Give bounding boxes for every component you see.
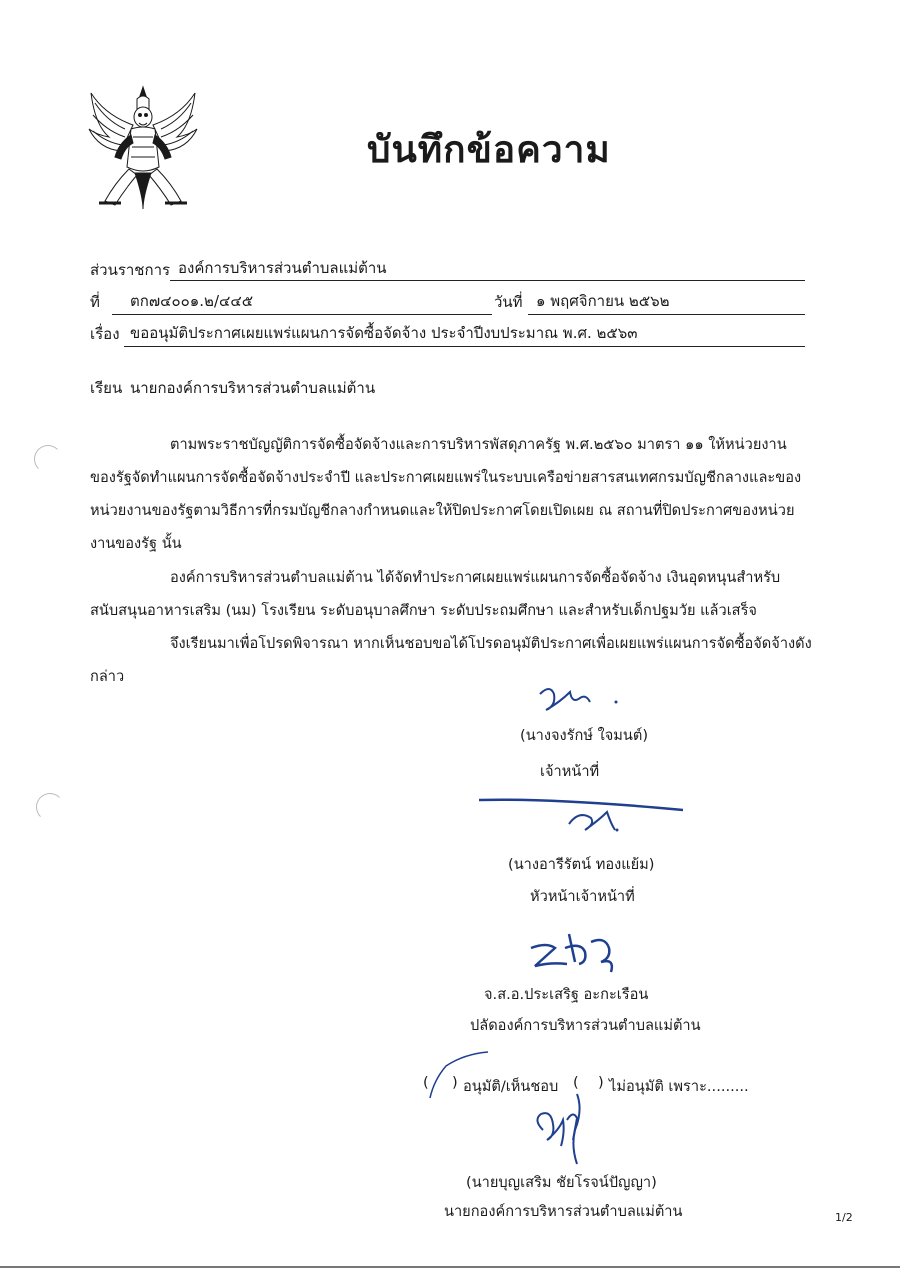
subject-value: ขออนุมัติประกาศเผยแพร่แผนการจัดซื้อจัดจ้าง ประจำปีงบประมาณ พ.ศ. ๒๕๖๓ (130, 324, 638, 342)
signatory-3-name: จ.ส.อ.ประเสริฐ อะกะเรือน (484, 986, 649, 1003)
body-line: กล่าว (90, 668, 125, 685)
signatory-4-position: นายกองค์การบริหารส่วนตำบลแม่ต้าน (444, 1203, 683, 1220)
signatory-2-name: (นางอารีรัตน์ ทองแย้ม) (508, 856, 655, 873)
number-underline (112, 314, 492, 315)
signature-4-icon (525, 1090, 595, 1170)
signature-2-icon (475, 790, 690, 840)
agency-label: ส่วนราชการ (90, 261, 171, 279)
reject-open-paren: ( (573, 1074, 579, 1091)
date-label: วันที่ (494, 293, 523, 311)
subject-underline (124, 346, 805, 347)
approve-open-paren: ( (423, 1074, 429, 1091)
signatory-2-position: หัวหน้าเจ้าหน้าที่ (530, 888, 635, 905)
to-value: นายกองค์การบริหารส่วนตำบลแม่ต้าน (130, 379, 376, 397)
body-paragraph-2 (90, 561, 810, 627)
hole-punch-mark (36, 793, 64, 821)
body-line: จึงเรียนมาเพื่อโปรดพิจารณา หากเห็นชอบขอได้โปรดอนุมัติประกาศเพื่อเผยแพร่แผนการจัดซื้อจัดจ้างดัง (170, 635, 812, 652)
number-label: ที่ (90, 293, 100, 311)
body-paragraph-3 (90, 627, 810, 693)
signatory-4-name: (นายบุญเสริม ชัยโรจน์ปัญญา) (466, 1174, 657, 1191)
signature-3-icon (525, 928, 625, 976)
body-line: สนับสนุนอาหารเสริม (นม) โรงเรียน ระดับอนุบาลศึกษา ระดับประถมศึกษา และสำหรับเด็กปฐมวัย แล้วเสร็จ (90, 602, 757, 619)
subject-label: เรื่อง (90, 325, 120, 343)
body-line: หน่วยงานของรัฐตามวิธีการที่กรมบัญชีกลางกำหนดและให้ปิดประกาศโดยเปิดเผย ณ สถานที่ปิดประกาศของหน่วย (90, 502, 795, 519)
garuda-emblem-icon (85, 85, 201, 211)
body-line: องค์การบริหารส่วนตำบลแม่ต้าน ได้จัดทำประกาศเผยแพร่แผนการจัดซื้อจัดจ้าง เงินอุดหนุนสำหรับ (170, 569, 781, 586)
body-line: ของรัฐจัดทำแผนการจัดซื้อจัดจ้างประจำปี และประกาศเผยแพร่ในระบบเครือข่ายสารสนเทศกรมบัญชีกลางและของ (90, 469, 802, 486)
to-label: เรียน (90, 379, 123, 397)
signatory-1-position: เจ้าหน้าที่ (540, 763, 600, 780)
signatory-3-position: ปลัดองค์การบริหารส่วนตำบลแม่ต้าน (470, 1017, 701, 1034)
hole-punch-mark (34, 445, 62, 473)
date-value: ๑ พฤศจิกายน ๒๕๖๒ (536, 292, 670, 310)
body-line: ตามพระราชบัญญัติการจัดซื้อจัดจ้างและการบริหารพัสดุภาครัฐ พ.ศ.๒๕๖๐ มาตรา ๑๑ ให้หน่วยงาน (170, 436, 787, 453)
signature-1-icon (530, 680, 630, 720)
approve-close-paren: ) (452, 1074, 458, 1091)
approve-option: อนุมัติ/เห็นชอบ (463, 1078, 559, 1095)
agency-underline (170, 280, 805, 281)
signatory-1-name: (นางจงรักษ์ ใจมนต์) (520, 727, 649, 744)
agency-value: องค์การบริหารส่วนตำบลแม่ต้าน (178, 259, 387, 277)
page-bottom-edge (0, 1266, 900, 1268)
reject-option: ไม่อนุมัติ เพราะ......... (609, 1078, 749, 1095)
body-line: งานของรัฐ นั้น (90, 535, 182, 552)
body-paragraph-1 (90, 428, 810, 560)
date-underline (528, 314, 805, 315)
reject-close-paren: ) (598, 1074, 604, 1091)
number-value: ตก๗๔๐๐๑.๒/๔๔๕ (130, 292, 254, 310)
page-number: 1/2 (835, 1211, 853, 1224)
memo-title: บันทึกข้อความ (367, 128, 611, 171)
